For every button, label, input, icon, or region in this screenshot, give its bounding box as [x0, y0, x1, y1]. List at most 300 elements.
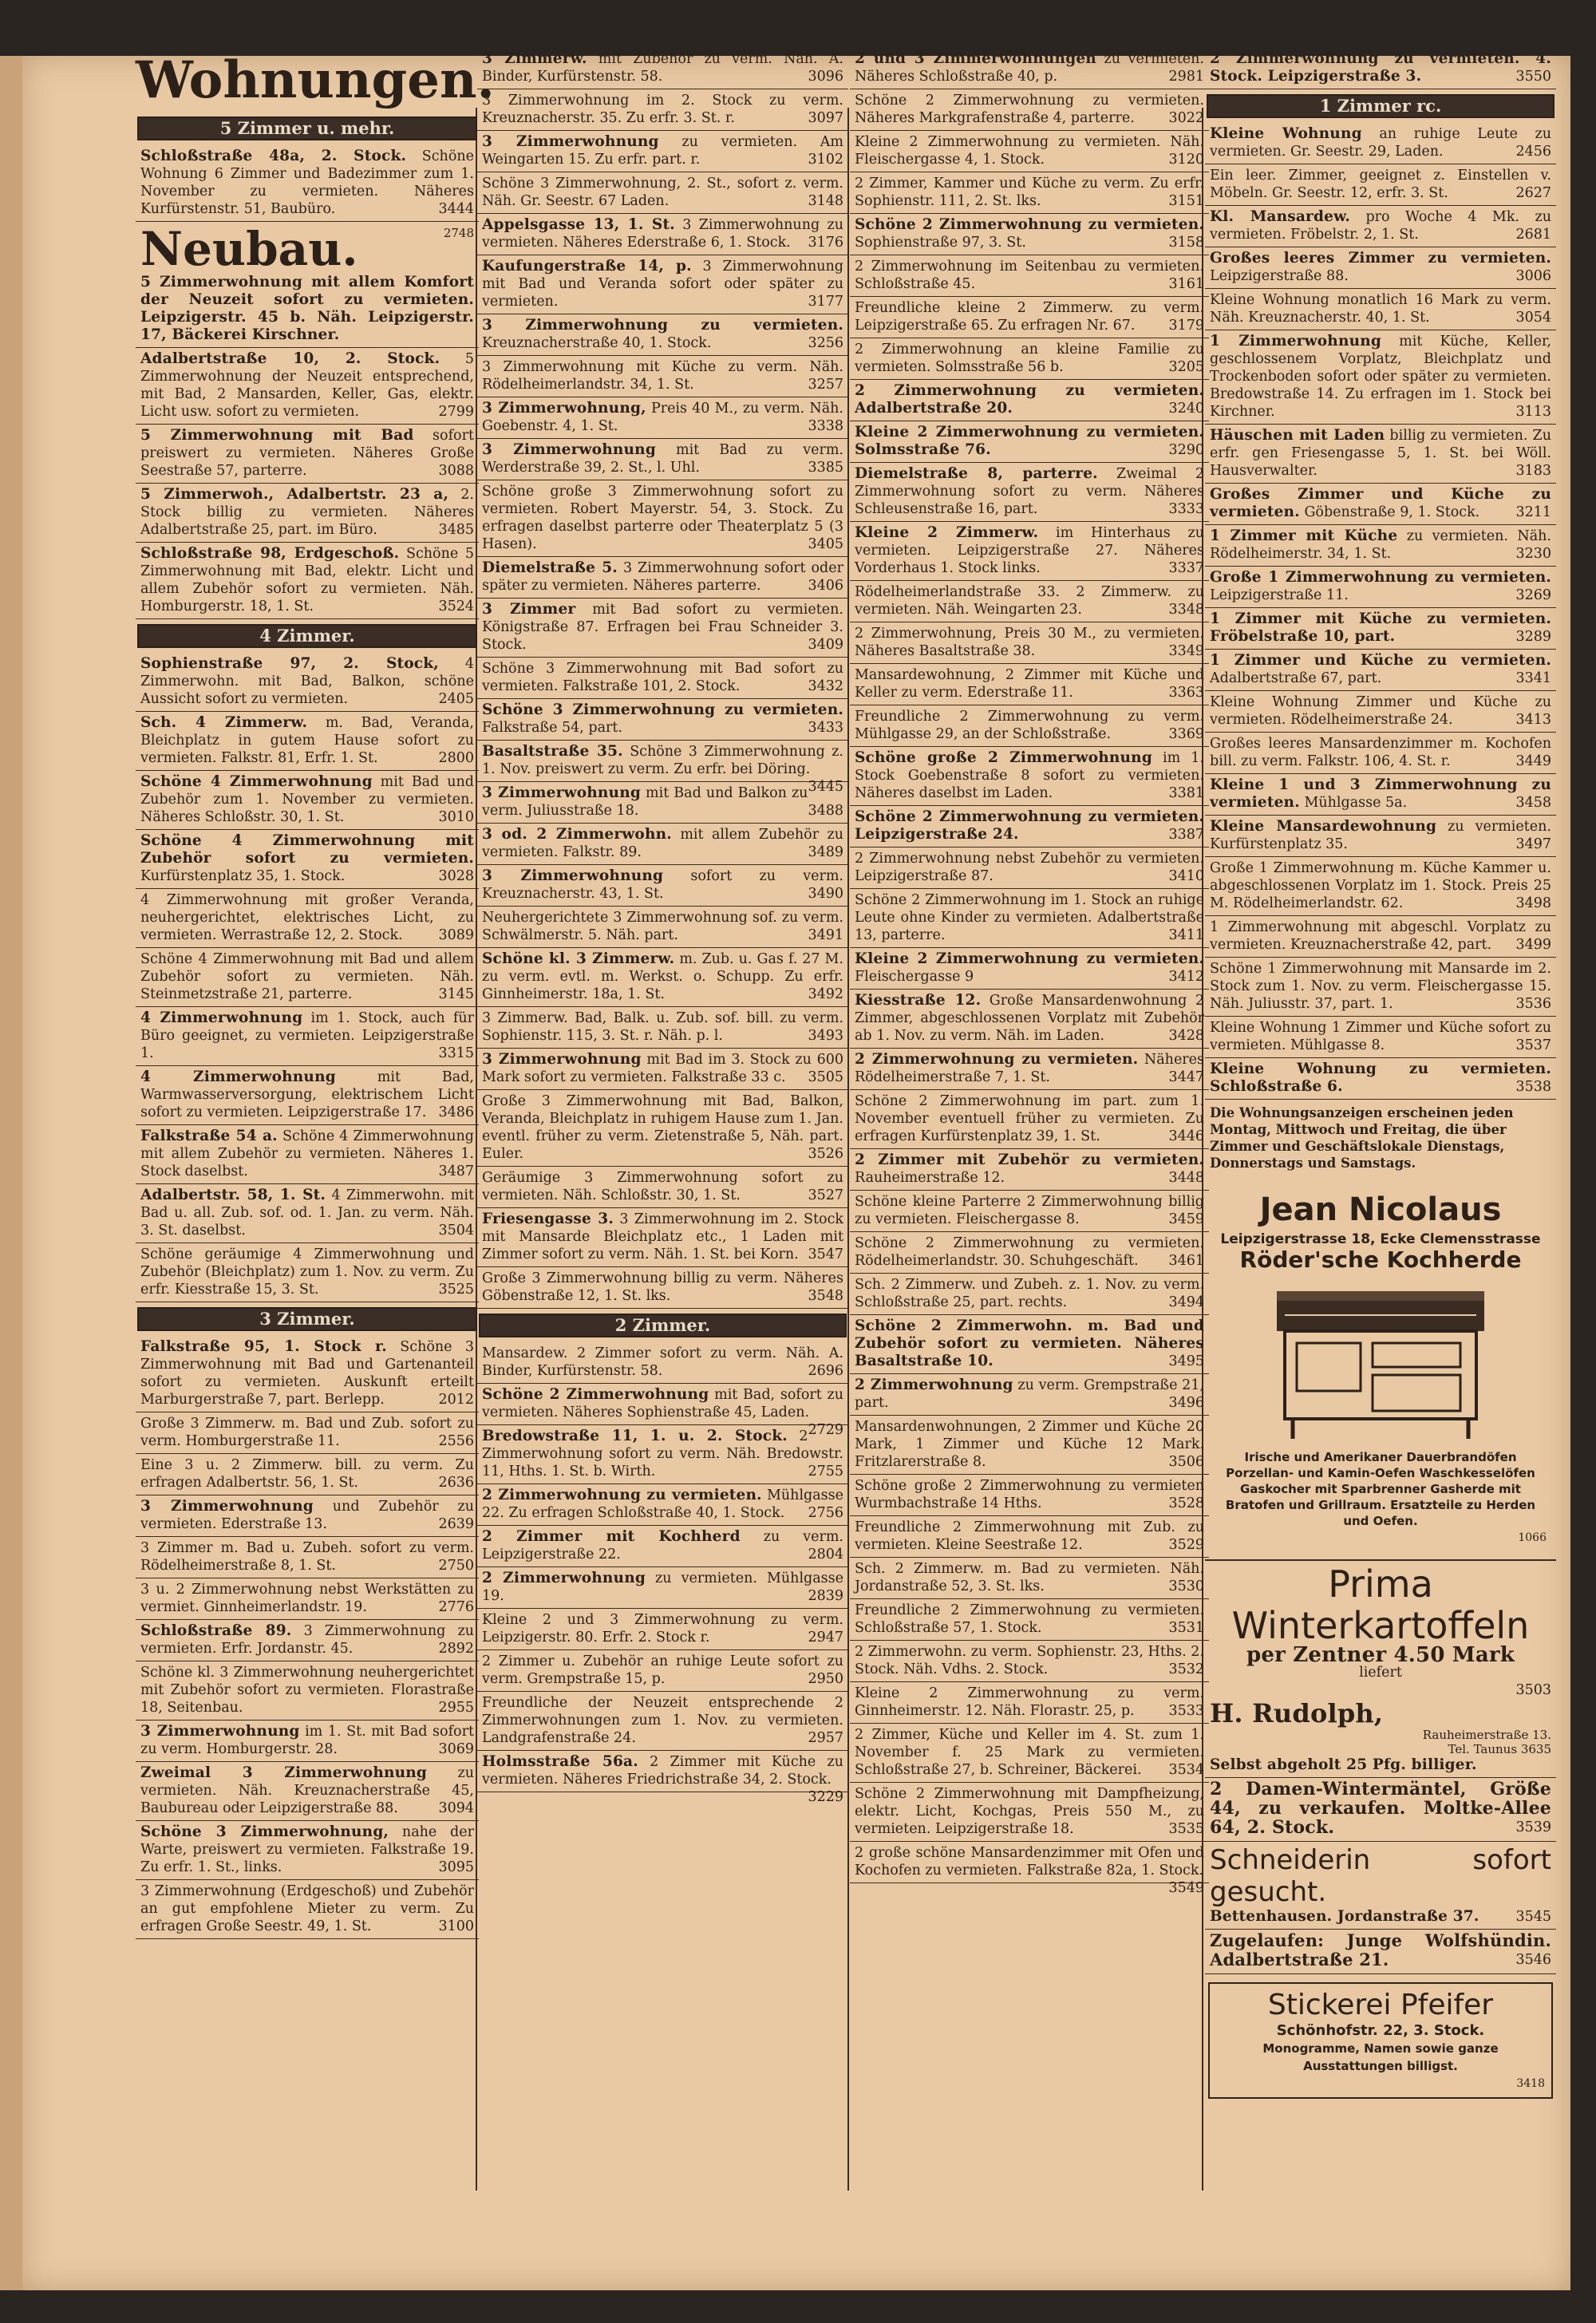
- ad-number: 3290: [1168, 442, 1204, 458]
- ad-text: m. Bad, Veranda, Bleichplatz in gutem Hause sofort zu vermieten. Falkstr. 81, Erfr. 1. St.: [140, 715, 474, 766]
- ad-text: Näheres Rödelheimerstraße 7, 1. St.: [855, 1052, 1204, 1085]
- ad-text: Sophienstraße 97, 3. St.: [855, 235, 1026, 251]
- classified-ad: [136, 1412, 479, 1454]
- ad-text: mit Bad, Warmwasserversorgung, elektrischem Licht sofort zu vermieten. Leipzigerstraße 17.: [140, 1069, 474, 1120]
- classified-ad: [850, 421, 1209, 463]
- ad-number: 3491: [808, 927, 843, 943]
- classified-ad: [850, 705, 1209, 747]
- ad-text: Mansardew. 2 Zimmer sofort zu verm. Näh. A. Binder, Kurfürstenstr. 58.: [482, 1345, 843, 1379]
- ad-headline: Adalbertstr. 58, 1. St.: [140, 1187, 326, 1203]
- ad-number: 3533: [1168, 1703, 1204, 1719]
- ad-text: Mansardewohnung, 2 Zimmer mit Küche und Keller zu verm. Ederstraße 11.: [855, 667, 1204, 701]
- ad-number: 3410: [1168, 868, 1204, 884]
- ad-number: 3022: [1168, 110, 1204, 126]
- ad-text: 1 Zimmerwohnung mit abgeschl. Vorplatz zu vermieten. Kreuznacherstraße 42, part.: [1210, 919, 1551, 953]
- ad-number: 3530: [1168, 1578, 1204, 1594]
- product-name: Röder'sche Kochherde: [1239, 1246, 1522, 1273]
- classified-ad: [1205, 123, 1556, 164]
- classified-ad: [850, 131, 1209, 172]
- ad-number: 2799: [438, 404, 474, 420]
- ad-schneiderin: [1205, 1842, 1556, 1930]
- ad-text: Große 3 Zimmerwohnung mit Bad, Balkon, Veranda, Bleichplatz in ruhigem Hause zum 1. Jan. eventl. früher zu verm. Zietenstraße 5, Näh. part. Euler.: [482, 1093, 843, 1162]
- category-header: 3 Zimmer.: [137, 1307, 477, 1331]
- ad-text: 4 Zimmerwohn. mit Bad u. all. Zub. sof. od. 1. Jan. zu verm. Näh. 3. St. daselbst.: [140, 1187, 474, 1239]
- ad-number: 3028: [438, 868, 474, 884]
- ad-text: 2 Zimmerwohnung sofort zu verm. Näh. Bredowstr. 11, Hths. 1. St. b. Wirth.: [482, 1428, 843, 1480]
- ad-text: und Zubehör zu vermieten. Ederstraße 13.: [140, 1499, 474, 1532]
- ad-number: 3444: [438, 201, 474, 217]
- ad-number: 3506: [1168, 1454, 1204, 1470]
- ad-number: 3505: [808, 1069, 843, 1085]
- ad-number: 2776: [438, 1599, 474, 1615]
- ad-headline: Schneiderin sofort gesucht.: [1210, 1844, 1551, 1908]
- ad-text: billig zu vermieten. Zu erfr. gen Friesengasse 5, 1. St. bei Wöll. Hausverwalter.: [1210, 428, 1551, 479]
- ad-text: Schöne 2 Zimmerwohnung zu vermieten. Näheres Markgrafenstraße 4, parterre.: [855, 93, 1204, 126]
- column-4: [1205, 48, 1556, 2107]
- ad-headline: Schöne 2 Zimmerwohnung zu vermieten.: [855, 216, 1204, 233]
- ad-number: 3381: [1168, 785, 1204, 801]
- classified-ad: [477, 1090, 848, 1167]
- ad-headline: 3 Zimmerwohnung: [140, 1498, 314, 1515]
- ad-wolfshuendin: [1205, 1930, 1556, 1974]
- ad-text: 3 Zimmerwohnung (Erdgeschoß) und Zubehör an gut empfohlene Mieter zu verm. Zu erfragen Große Seestr. 49, 1. St.: [140, 1883, 474, 1934]
- category-header: 4 Zimmer.: [137, 624, 477, 648]
- classified-ad: [850, 89, 1209, 131]
- ad-headline: 2 und 3 Zimmerwohnungen: [855, 50, 1096, 67]
- classified-ad: [1205, 484, 1556, 525]
- ad-number: 3363: [1168, 685, 1204, 701]
- column-3: [850, 48, 1209, 1897]
- ad-text: Schöne 2 Zimmerwohnung mit Dampfheizung, elektr. Licht, Kochgas, Preis 550 M., zu vermieten. Leipzigerstraße 18.: [855, 1786, 1204, 1837]
- ad-number: 3349: [1168, 643, 1204, 659]
- ad-text: 3 Zimmerw. Bad, Balk. u. Zub. sof. bill. zu verm. Sophienstr. 115, 3. St. r. Näh. p. l.: [482, 1010, 843, 1044]
- ad-headline: Schöne 3 Zimmerwohnung,: [140, 1823, 389, 1840]
- ad-text: mit Küche, Keller, geschlossenem Vorplatz, Bleichplatz und Trockenboden sofort oder später zu vermieten. Bredowstraße 14. Zu erfragen im 1. Stock bei Kirchner.: [1210, 334, 1551, 420]
- classified-ad: [850, 463, 1209, 522]
- classified-ad: [477, 1609, 848, 1650]
- category-header: 2 Zimmer.: [479, 1314, 847, 1337]
- ad-number: 3211: [1515, 504, 1551, 520]
- ad-number: 3447: [1168, 1069, 1204, 1085]
- classified-ad: [1205, 774, 1556, 816]
- ad-text: 3 Zimmerwohnung mit Bad und Veranda sofort oder später zu vermieten.: [482, 259, 843, 310]
- category-header: 5 Zimmer u. mehr.: [137, 117, 477, 140]
- classified-ad: [850, 1558, 1209, 1599]
- ad-number: 2756: [808, 1505, 843, 1521]
- classified-ad: [477, 1342, 848, 1384]
- page-edge: [0, 56, 22, 2290]
- ad-text: Schöne 3 Zimmerwohnung mit Bad und Gartenanteil sofort zu vermieten. Auskunft erteilt Marburgerstraße 7, part. Berlepp.: [140, 1339, 474, 1408]
- ad-number: 2456: [1515, 144, 1551, 160]
- ad-number: 3412: [1168, 969, 1204, 985]
- classified-ad: [1205, 1017, 1556, 1058]
- ad-headline: 1 Zimmer mit Küche: [1210, 527, 1398, 544]
- ad-text: an ruhige Leute zu vermieten. Gr. Seestr. 29, Laden.: [1210, 126, 1551, 160]
- classified-ad: [850, 380, 1209, 421]
- ad-text: Schöne kleine Parterre 2 Zimmerwohnung billig zu vermieten. Fleischergasse 8.: [855, 1194, 1204, 1227]
- ad-number: 3348: [1168, 602, 1204, 618]
- ad-number: 3269: [1515, 587, 1551, 603]
- ad-text: im 1. St. mit Bad sofort zu verm. Homburgerstr. 28.: [140, 1724, 474, 1757]
- ad-text: Kleine 2 Zimmerwohnung zu verm. Ginnheimerstr. 12. Näh. Florastr. 25, p.: [855, 1685, 1204, 1719]
- ad-text: Mühlgasse 5a.: [1304, 795, 1408, 811]
- classified-ad: [850, 948, 1209, 990]
- ad-number: 3490: [808, 886, 843, 902]
- classified-ad: [1205, 425, 1556, 484]
- ad-number: 3535: [1168, 1821, 1204, 1837]
- classified-ad: [477, 1267, 848, 1309]
- classified-ad: [477, 699, 848, 741]
- ad-number: 3256: [808, 335, 843, 351]
- ad-headline: Kleine 2 Zimmerwohnung zu vermieten. Solmsstraße 76.: [855, 424, 1204, 458]
- classified-ad: [1205, 916, 1556, 958]
- ad-text: mit allem Zubehör zu vermieten. Falkstr. 89.: [482, 827, 843, 860]
- ad-text: Schöne kl. 3 Zimmerwohnung neuhergerichtet mit Zubehör sofort zu vermieten. Florastraße 18, Seitenbau.: [140, 1665, 474, 1716]
- ad-text: Schöne 2 Zimmerwohnung zu vermieten. Rödelheimerlandstr. 30. Schuhgeschäft.: [855, 1235, 1204, 1269]
- ad-text: Freundliche 2 Zimmerwohnung zu verm. Mühlgasse 29, an der Schloßstraße.: [855, 709, 1204, 742]
- ad-text: Kleine Wohnung Zimmer und Küche zu vermieten. Rödelheimerstraße 24.: [1210, 694, 1551, 728]
- ad-text: Mühlgasse 22. Zu erfragen Schloßstraße 40, 1. Stock.: [482, 1487, 843, 1521]
- publication-notice: Die Wohnungsanzeigen erscheinen jeden Montag, Mittwoch und Freitag, die über Zimmer und Geschäftslokale Dienstags, Donnerstags und Samstags.: [1210, 1105, 1514, 1171]
- ad-number: 3528: [1168, 1495, 1204, 1511]
- classified-ad: [136, 1007, 479, 1066]
- ad-headline: Schöne 2 Zimmerwohn. m. Bad und Zubehör sofort zu vermieten. Näheres Basaltstraße 10.: [855, 1318, 1204, 1369]
- classified-ad: [1205, 164, 1556, 206]
- classified-ad: [136, 1184, 479, 1243]
- classified-ad: [850, 1191, 1209, 1232]
- ad-number: 3539: [1515, 1819, 1551, 1835]
- classified-ad: [477, 1692, 848, 1751]
- ad-headline: 2 Zimmer mit Kochherd: [482, 1528, 741, 1545]
- ad-headline: 4 Zimmerwohnung: [140, 1069, 336, 1085]
- ad-headline: Kleine Wohnung zu vermieten. Schloßstraße 6.: [1210, 1061, 1551, 1095]
- ad-number: 3504: [438, 1223, 474, 1239]
- ad-text: Kleine 2 Zimmerwohnung zu vermieten. Näh. Fleischergasse 4, 1. Stock.: [855, 134, 1204, 168]
- classified-ad: [136, 1578, 479, 1620]
- ad-text: zu vermieten. Näheres Schloßstraße 40, p.: [855, 51, 1204, 85]
- ad-text: Freundliche 2 Zimmerwohnung zu vermieten. Schloßstraße 57, 1. Stock.: [855, 1602, 1204, 1636]
- ad-headline: 2 Zimmer mit Zubehör zu vermieten.: [855, 1152, 1204, 1168]
- advertiser-address: Rauheimerstraße 13.: [1422, 1728, 1551, 1742]
- ad-number: 3176: [808, 235, 843, 251]
- classified-ad: [477, 948, 848, 1007]
- ad-text: sofort preiswert zu vermieten. Näheres Große Seestraße 57, parterre.: [140, 428, 474, 479]
- classified-ad: [136, 1537, 479, 1578]
- classified-ad: [850, 297, 1209, 338]
- ad-text: Bettenhausen. Jordanstraße 37.: [1210, 1908, 1479, 1925]
- ad-text: 2 Zimmerwohnung im Seitenbau zu vermieten. Schloßstraße 45.: [855, 259, 1204, 292]
- ad-headline: Kleine 2 Zimmerwohnung zu vermieten.: [855, 950, 1204, 967]
- ad-headline: Schloßstraße 48a, 2. Stock.: [140, 148, 407, 164]
- ad-headline: Großes Zimmer und Küche zu vermieten.: [1210, 486, 1551, 520]
- ad-text: Falkstraße 54, part.: [482, 720, 622, 736]
- ad-number: 3113: [1515, 404, 1551, 420]
- ad-text: zu verm. Leipzigerstraße 22.: [482, 1529, 843, 1562]
- ad-number: 3010: [438, 809, 474, 825]
- ad-number: 3145: [438, 986, 474, 1002]
- ad-text: Schöne Wohnung 6 Zimmer und Badezimmer zum 1. November zu vermieten. Näheres Kurfürstenstr. 51, Baubüro.: [140, 148, 474, 217]
- classified-ad: [850, 1724, 1209, 1783]
- ad-number: 3546: [1515, 1952, 1551, 1968]
- ad-headline: 1 Zimmerwohnung: [1210, 333, 1382, 350]
- classified-ad: [136, 889, 479, 948]
- extra-note: Selbst abgeholt 25 Pfg. billiger.: [1210, 1756, 1477, 1773]
- ad-text: Große 1 Zimmerwohnung m. Küche Kammer u. abgeschlossenen Vorplatz im 1. Stock. Preis 25 M. Rödelheimerlandstr. 62.: [1210, 860, 1551, 911]
- classified-ad: [850, 255, 1209, 297]
- classified-ad: [477, 1049, 848, 1090]
- ad-number: 3229: [808, 1789, 843, 1805]
- classified-ad: [477, 356, 848, 397]
- ad-text: 2 Damen-Wintermäntel, Größe 44, zu verkaufen. Moltke-Allee 64, 2. Stock.: [1210, 1779, 1551, 1838]
- classified-ad: [850, 1315, 1209, 1374]
- ad-text: Fleischergasse 9: [855, 969, 974, 985]
- classified-ad: [136, 425, 479, 484]
- classified-ad: [850, 1641, 1209, 1682]
- classified-ad: [850, 1274, 1209, 1315]
- classified-ad: [850, 214, 1209, 255]
- category-header: 1 Zimmer rc.: [1207, 94, 1555, 118]
- ad-text: Schöne 4 Zimmerwohnung mit Bad und allem Zubehör sofort zu vermieten. Näh. Steinmetzstraße 21, parterre.: [140, 951, 474, 1002]
- ad-text: Freundliche kleine 2 Zimmerw. zu verm. Leipzigerstraße 65. Zu erfragen Nr. 67.: [855, 300, 1204, 334]
- classified-ad: [136, 948, 479, 1007]
- ad-text: Schöne 3 Zimmerwohnung z. 1. Nov. preiswert zu verm. Zu erfr. bei Döring.: [482, 744, 843, 777]
- ad-text: 2 Zimmer mit Küche zu vermieten. Näheres Friedrichstraße 34, 2. Stock.: [482, 1754, 843, 1788]
- ad-text: Preis 40 M., zu verm. Näh. Goebenstr. 4, 1. St.: [482, 401, 843, 434]
- ad-number: 3461: [1168, 1253, 1204, 1269]
- ad-number: 3525: [438, 1282, 474, 1298]
- ad-text: Große 3 Zimmerwohnung billig zu verm. Näheres Göbenstraße 12, 1. St. lks.: [482, 1270, 843, 1304]
- ad-text: Neuhergerichtete 3 Zimmerwohnung sof. zu verm. Schwälmerstr. 5. Näh. part.: [482, 910, 843, 943]
- ad-text: zu vermieten. Am Weingarten 15. Zu erfr. part. r.: [482, 134, 843, 168]
- ad-headline: Schöne 2 Zimmerwohnung: [482, 1386, 709, 1403]
- ad-number: 3448: [1168, 1170, 1204, 1186]
- ad-headline: 2 Zimmerwohnung zu vermieten.: [482, 1487, 762, 1503]
- classified-ad: [850, 1842, 1209, 1896]
- ad-text: Göbenstraße 9, 1. Stock.: [1304, 504, 1480, 520]
- ad-number: 2012: [438, 1392, 474, 1408]
- ad-number: 3100: [438, 1918, 474, 1934]
- ad-number: 3069: [438, 1741, 474, 1757]
- classified-ad: [1205, 733, 1556, 774]
- classified-ad: [1205, 247, 1556, 289]
- classified-ad: [1205, 958, 1556, 1017]
- classified-ad: [136, 1661, 479, 1721]
- classified-ad: [136, 543, 479, 619]
- ad-text: Freundliche der Neuzeit entsprechende 2 Zimmerwohnungen zum 1. Nov. zu vermieten. Landgrafenstraße 24.: [482, 1695, 843, 1746]
- classified-ad: [477, 1208, 848, 1267]
- classified-ad: [850, 1475, 1209, 1516]
- ad-number: 3545: [1515, 1909, 1551, 1925]
- ad-headline: Prima Winterkartoffeln: [1231, 1562, 1530, 1647]
- ad-number: 3006: [1515, 268, 1551, 284]
- ad-text: Sch. 2 Zimmerw. m. Bad zu vermieten. Näh. Jordanstraße 52, 3. St. lks.: [855, 1561, 1204, 1594]
- ad-text: Großes leeres Mansardenzimmer m. Kochofen bill. zu verm. Falkstr. 106, 4. St. r.: [1210, 736, 1551, 769]
- advertiser-name: Jean Nicolaus: [1259, 1191, 1502, 1228]
- ad-number: 3341: [1515, 670, 1551, 686]
- classified-ad: [477, 1751, 848, 1805]
- ad-headline: 1 Zimmer mit Küche zu vermieten. Fröbelstraße 10, part.: [1210, 610, 1551, 645]
- classified-ad: [136, 1336, 479, 1412]
- ad-text: Schöne 5 Zimmerwohnung mit Bad, elektr. Licht und allem Zubehör sofort zu vermieten. Näh. Homburgerstr. 18, 1. St.: [140, 546, 474, 614]
- ad-number: 2957: [808, 1730, 843, 1746]
- classified-ad: [477, 214, 848, 255]
- ad-text: Schöne 3 Zimmerwohnung mit Bad sofort zu vermieten. Falkstraße 101, 2. Stock.: [482, 661, 843, 694]
- ad-text: Große 3 Zimmerw. m. Bad und Zub. sofort zu verm. Homburgerstraße 11.: [140, 1416, 474, 1449]
- ad-text: Leipzigerstraße 11.: [1210, 587, 1349, 603]
- classified-ad: [850, 48, 1209, 89]
- ad-headline: 2 Zimmerwohnung zu vermieten.: [855, 1051, 1139, 1068]
- classified-ad: [850, 622, 1209, 664]
- ad-text: Leipzigerstraße 88.: [1210, 268, 1349, 284]
- ad-headline: 2 Zimmerwohnung zu vermieten. Adalbertstraße 20.: [855, 382, 1204, 417]
- classified-ad: [1205, 206, 1556, 247]
- ad-headline: 5 Zimmerwoh., Adalbertstr. 23 a,: [140, 486, 449, 503]
- ad-text: Schöne große 3 Zimmerwohnung sofort zu vermieten. Robert Mayerstr. 54, 3. Stock. Zu erfragen daselbst parterre oder Theaterplatz 5 (3 Hasen).: [482, 484, 843, 552]
- ad-number: 3183: [1515, 463, 1551, 479]
- ad-stickerei-pfeifer: [1208, 1982, 1553, 2099]
- ad-number: 2955: [438, 1700, 474, 1716]
- ad-headline: 3 od. 2 Zimmerwohn.: [482, 826, 672, 843]
- price: per Zentner 4.50 Mark: [1246, 1643, 1515, 1667]
- section-title: Wohnungen.: [136, 50, 495, 110]
- ad-text: mit Bad zu verm. Werderstraße 39, 2. St., l. Uhl.: [482, 442, 843, 476]
- classified-ad: [477, 439, 848, 480]
- ad-headline: Kl. Mansardew.: [1210, 208, 1350, 225]
- ad-text: Mansardenwohnungen, 2 Zimmer und Küche 20 Mark, 1 Zimmer und Küche 12 Mark. Fritzlarerstraße 8.: [855, 1419, 1204, 1470]
- classified-ad: [136, 484, 479, 543]
- ad-number: 3550: [1515, 69, 1551, 85]
- ad-number: 3499: [1515, 937, 1551, 953]
- ad-text: sofort zu verm. Kreuznacherstr. 43, 1. St.: [482, 868, 843, 902]
- classified-ad: [850, 1374, 1209, 1416]
- ad-number: 3449: [1515, 753, 1551, 769]
- ad-text: 2 große schöne Mansardenzimmer mit Ofen und Kochofen zu vermieten. Falkstraße 82a, 1. Stock.: [855, 1845, 1204, 1879]
- ad-headline: 3 Zimmerwohnung: [140, 1723, 300, 1740]
- ad-number: 3338: [808, 418, 843, 434]
- classified-ad: [136, 830, 479, 889]
- ad-number: 3428: [1168, 1028, 1204, 1044]
- classified-ad: [136, 1243, 479, 1302]
- classified-ad: [136, 1821, 479, 1880]
- classified-ad: [477, 1567, 848, 1609]
- ad-text: 3 Zimmerwohnung zu vermieten. Näheres Ederstraße 6, 1. Stock.: [482, 217, 843, 251]
- ad-number: 3097: [808, 110, 843, 126]
- ad-headline: 3 Zimmerw.: [482, 50, 587, 67]
- classified-ad: [477, 89, 848, 131]
- classified-ad: [1205, 1058, 1556, 1100]
- ad-text: 5 Zimmerwohnung der Neuzeit entsprechend, mit Bad, 2 Mansarden, Keller, Gas, elektr. Licht usw. sofort zu vermieten.: [140, 351, 474, 420]
- classified-ad: [136, 1721, 479, 1762]
- classified-ad: [136, 1495, 479, 1537]
- ad-text: 2 Zimmer, Küche und Keller im 4. St. zum 1. November f. 25 Mark zu vermieten. Schloßstraße 27, b. Schreiner, Bäckerei.: [855, 1727, 1204, 1778]
- classified-ad: [477, 782, 848, 824]
- ad-text: Geräumige 3 Zimmerwohnung sofort zu vermieten. Näh. Schloßstr. 30, 1. St.: [482, 1170, 843, 1203]
- ad-number: 2748: [443, 226, 474, 240]
- ad-text: Rödelheimerlandstraße 33. 2 Zimmerw. zu vermieten. Näh. Weingarten 23.: [855, 584, 1204, 618]
- ad-headline: Kleine Wohnung: [1210, 125, 1362, 142]
- classified-ad: [850, 1090, 1209, 1149]
- ad-number: 2800: [438, 750, 474, 766]
- classified-ad: [477, 1650, 848, 1692]
- ad-number: 3413: [1515, 712, 1551, 728]
- ad-headline: Kleine 2 Zimmerw.: [855, 524, 1039, 541]
- ad-number: 3488: [808, 803, 843, 819]
- ad-text: Adalbertstraße 67, part.: [1210, 670, 1382, 686]
- classified-ad: [1205, 816, 1556, 857]
- ad-headline: Zweimal 3 Zimmerwohnung: [140, 1764, 428, 1781]
- classified-ad: [850, 1783, 1209, 1842]
- ad-number: 2981: [1168, 69, 1204, 85]
- ad-number: 3405: [808, 536, 843, 552]
- ad-headline: 2 Zimmerwohnung: [855, 1377, 1013, 1393]
- classified-ad: [136, 1454, 479, 1495]
- classified-ad: [136, 1880, 479, 1939]
- ad-text: Kleine 2 und 3 Zimmerwohnung zu verm. Leipzigerstr. 80. Erfr. 2. Stock r.: [482, 1612, 843, 1645]
- ad-text: Zugelaufen: Junge Wolfshündin. Adalbertstraße 21.: [1210, 1930, 1551, 1969]
- ad-text: 2 Zimmerwohnung, Preis 30 M., zu vermieten. Näheres Basaltstraße 38.: [855, 626, 1204, 659]
- ad-text: Rauheimerstraße 12.: [855, 1170, 1005, 1186]
- ad-number: 3409: [808, 637, 843, 653]
- ad-headline: 3 Zimmerwohnung: [482, 867, 664, 884]
- ad-headline: 5 Zimmerwohnung mit Bad: [140, 427, 414, 444]
- ad-number: 3433: [808, 720, 843, 736]
- ad-text: 3 Zimmer m. Bad u. Zubeh. sofort zu verm. Rödelheimerstraße 8, 1. St.: [140, 1540, 474, 1574]
- ad-headline: 3 Zimmerwohnung: [482, 1051, 642, 1068]
- ad-number: 3487: [438, 1163, 474, 1179]
- classified-ad: [136, 348, 479, 425]
- ad-headline: Häuschen mit Laden: [1210, 427, 1385, 444]
- classified-ad: [1205, 289, 1556, 330]
- classified-ad: [1205, 691, 1556, 733]
- ad-number: 3548: [808, 1288, 843, 1304]
- stove-illustration: [1261, 1275, 1500, 1443]
- ad-text: 2. Stock billig zu vermieten. Näheres Adalbertstraße 25, part. im Büro.: [140, 487, 474, 538]
- ad-headline: Kaufungerstraße 14, p.: [482, 258, 692, 275]
- ad-number: 3406: [808, 578, 843, 594]
- ad-text: pro Woche 4 Mk. zu vermieten. Fröbelstr. 2, 1. St.: [1210, 209, 1551, 243]
- classified-ad: [477, 1167, 848, 1208]
- ad-text: 3 Zimmerwohnung im 2. Stock mit Mansarde Bleichplatz etc., 1 Laden mit Zimmer sofort zu verm. Näh. 1. St. bei Korn.: [482, 1211, 843, 1262]
- ad-number: 3148: [808, 193, 843, 209]
- ad-number: 3432: [808, 678, 843, 694]
- ad-number: 3536: [1515, 996, 1551, 1012]
- telephone: Tel. Taunus 3635: [1448, 1742, 1551, 1756]
- ad-text: Kurfürstenplatz 35, 1. Stock.: [140, 868, 346, 884]
- ad-text: 5 Zimmerwohnung mit allem Komfort der Neuzeit sofort zu vermieten. Leipzigerstr. 45 b. Näh. Leipzigerstr. 17, Bäckerei Kirschner.: [140, 274, 474, 343]
- classified-ad: [136, 222, 479, 348]
- ad-headline: Friesengasse 3.: [482, 1211, 614, 1227]
- ad-number: 3333: [1168, 501, 1204, 517]
- ad-number: 3531: [1168, 1620, 1204, 1636]
- ad-text: 2 Zimmerwohnung nebst Zubehör zu vermieten. Leipzigerstraße 87.: [855, 851, 1204, 884]
- ad-headline: 3 Zimmerwohnung: [482, 784, 641, 801]
- ads-1-zimmer: [1205, 48, 1556, 1100]
- ad-headline: Falkstraße 95, 1. Stock r.: [140, 1338, 387, 1355]
- ad-number: 3257: [808, 377, 843, 393]
- classified-ad: [1205, 608, 1556, 650]
- classified-ad: [136, 1066, 479, 1125]
- ad-headline: Großes leeres Zimmer zu vermieten.: [1210, 250, 1551, 267]
- ad-number: 3492: [808, 986, 843, 1002]
- ad-number: 2755: [808, 1464, 843, 1480]
- ad-text: m. Zub. u. Gas f. 27 M. zu verm. evtl. m. Werkst. o. Schupp. Zu erfr. Ginnheimerstr. 18a, 1. St.: [482, 951, 843, 1002]
- classified-ad: [136, 771, 479, 830]
- classified-ad: [1205, 48, 1556, 89]
- note: liefert: [1359, 1665, 1402, 1681]
- ad-headline: Appelsgasse 13, 1. St.: [482, 216, 675, 233]
- ad-text: Schöne 3 Zimmerwohnung, 2. St., sofort z. verm. Näh. Gr. Seestr. 67 Laden.: [482, 176, 843, 209]
- ad-text: mit Zubehör zu verm. Näh. A. Binder, Kurfürstenstr. 58.: [482, 51, 843, 85]
